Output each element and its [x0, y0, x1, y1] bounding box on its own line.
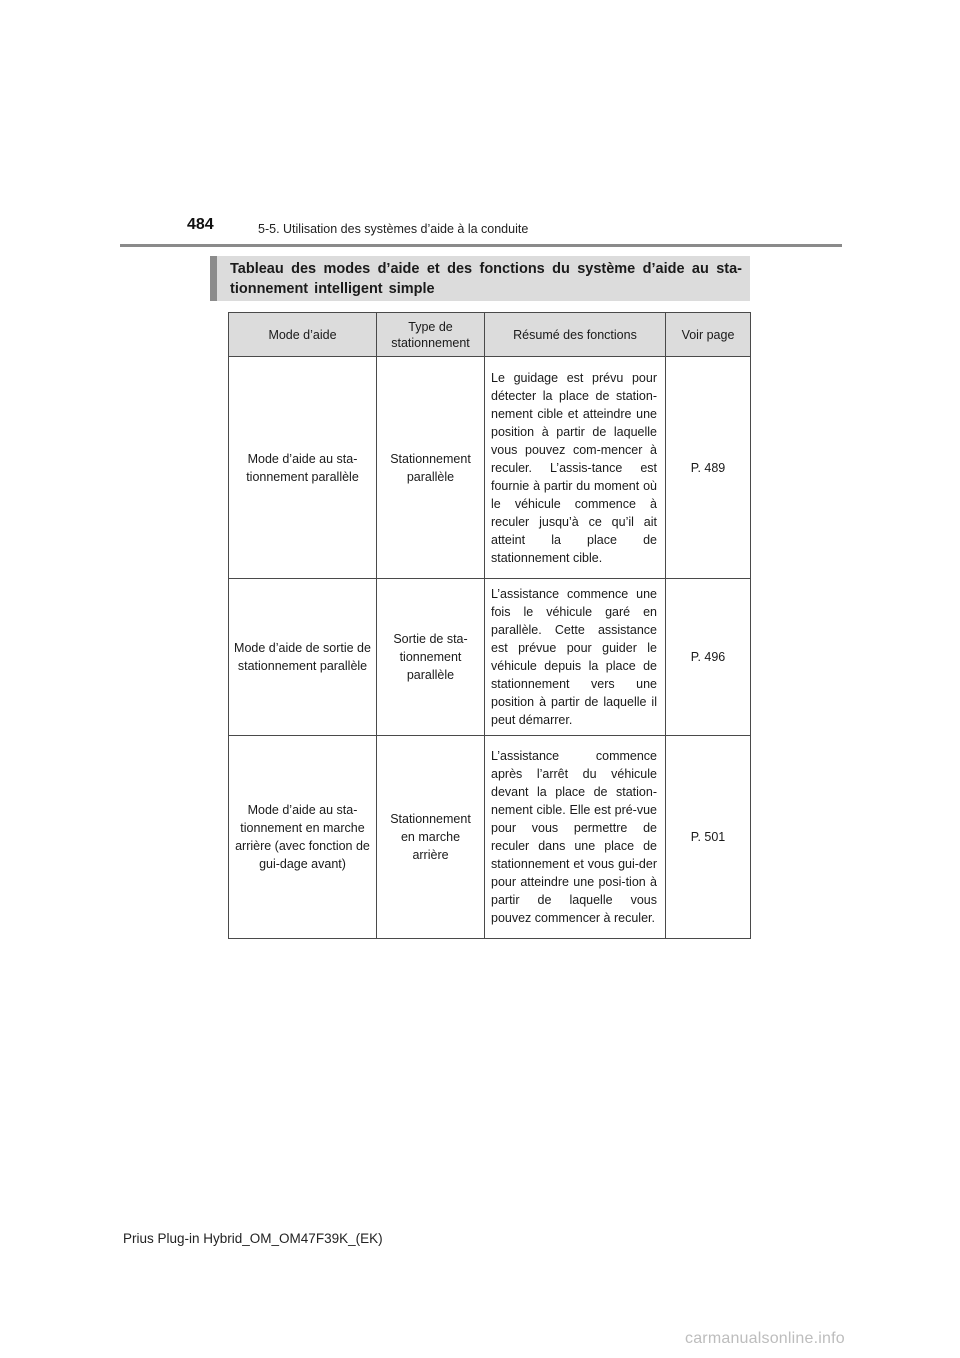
table-row	[229, 579, 751, 736]
cell-summary: Le guidage est prévu pour détecter la place de station-nement cible et atteindre une position à partir de laquelle vous pouvez com-mencer à reculer. L’assis-tance est fournie à partir du moment où le véhicule commence à reculer jusqu’à ce qu’il ait atteint la place de stationnement cible.	[485, 357, 666, 579]
table-header-row	[229, 313, 751, 357]
section-heading: Tableau des modes d’aide et des fonctions du système d’aide au sta-tionnement intelligent simple	[210, 256, 750, 301]
table-row	[229, 357, 751, 579]
cell-page-ref[interactable]: P. 496	[666, 579, 751, 736]
cell-type: Sortie de sta-tionnement parallèle	[377, 579, 485, 736]
cell-mode: Mode d’aide au sta-tionnement en marche arrière (avec fonction de gui-dage avant)	[229, 736, 377, 939]
column-header-type: Type de stationnement	[377, 313, 485, 357]
cell-type: Stationnement en marche arrière	[377, 736, 485, 939]
document-footer: Prius Plug-in Hybrid_OM_OM47F39K_(EK)	[123, 1231, 383, 1246]
cell-page-ref[interactable]: P. 489	[666, 357, 751, 579]
page-number: 484	[187, 216, 214, 233]
column-header-page: Voir page	[666, 313, 751, 357]
column-header-summary: Résumé des fonctions	[485, 313, 666, 357]
section-title: 5-5. Utilisation des systèmes d’aide à la conduite	[258, 222, 529, 236]
cell-summary: L’assistance commence une fois le véhicule garé en parallèle. Cette assistance est prévue pour guider le véhicule depuis la place de stationnement vers une position à partir de laquelle il peut démarrer.	[485, 579, 666, 736]
header-divider	[120, 244, 842, 247]
cell-mode: Mode d’aide de sortie de stationnement parallèle	[229, 579, 377, 736]
cell-type: Stationnement parallèle	[377, 357, 485, 579]
watermark: carmanualsonline.info	[685, 1330, 845, 1347]
cell-summary: L’assistance commence après l’arrêt du véhicule devant la place de station-nement cible. Elle est pré-vue pour vous permettre de reculer dans une place de stationnement et vous gui-der pour atteindre une posi-tion à partir de laquelle vous pouvez commencer à reculer.	[485, 736, 666, 939]
cell-mode: Mode d’aide au sta-tionnement parallèle	[229, 357, 377, 579]
table-row	[229, 736, 751, 939]
cell-page-ref[interactable]: P. 501	[666, 736, 751, 939]
column-header-mode: Mode d’aide	[229, 313, 377, 357]
modes-table	[228, 312, 751, 939]
